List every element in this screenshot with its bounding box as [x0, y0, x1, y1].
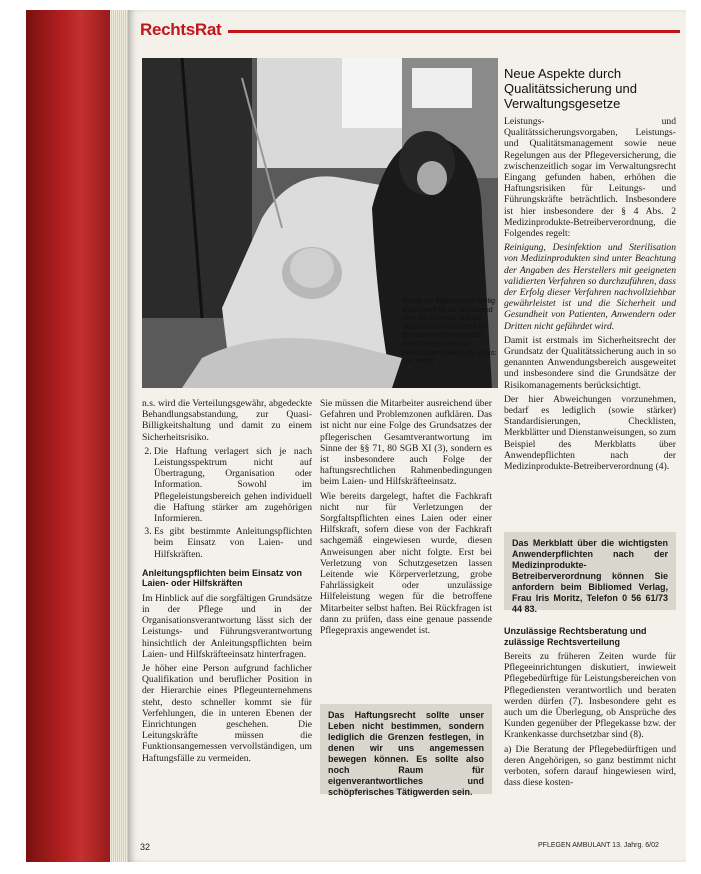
page-number: 32: [140, 842, 151, 852]
right-column-top: [504, 116, 676, 475]
right-paragraph: a) Die Beratung der Pflegebedürftigen und deren Angehörigen, so ganz bestimmt nicht verboten, sofern darauf hingewiesen wird, dass diese kosten-: [504, 743, 676, 789]
middle-paragraph: Wie bereits dargelegt, haftet die Fachkraft nicht nur für Verletzungen der Sorgfaltspflichten eines Laien oder einer Hilfskraft, sofern diese von der Fachkraft sachgemäß eingewiesen wurde, diesen Anweisungen aber nicht folgte. Erst bei Verletzung von Schutzgesetzen lassen Leitende wie Körperverletzung, grobe Fahrlässigkeit oder unzulässige Hilfeleistung wegen für die betroffene Mitarbeiter selbst haften. Bei Rückfragen ist dann zu prüfen, dass eine genaue passende Pflegepraxis angewendet ist.: [320, 490, 492, 637]
left-subheading: Anleitungspflichten beim Einsatz von Laien- oder Hilfskräften: [142, 567, 303, 589]
journal-footer: PFLEGEN AMBULANT 13. Jahrg. 6/02: [538, 842, 659, 849]
right-subheading: Unzulässige Rechtsberatung und zulässige Rechtsverteilung: [504, 626, 647, 647]
left-paragraph: Je höher eine Person aufgrund fachlicher Qualifikation und beruflicher Position in der Hierarchie eines Pflegeunternehmens steht, desto schneller kommt sie für Verfehlungen, die in unteren Ebenen der Einrichtungen geschehen. Die Leitungskräfte müssen die Funktionsangemessen vervollständigen, um Haftungsfälle zu vermeiden.: [142, 663, 312, 764]
middle-column: [320, 398, 492, 639]
right-heading: Neue Aspekte durch Qualitätssicherung und Verwaltungsgesetze: [504, 66, 637, 111]
info-box-merkblatt: Das Merkblatt über die wichtigsten Anwenderpflichten nach der Medizinprodukte-Betreiberverordnung können Sie anfordern beim Bibliomed Verlag, Frau Iris Moritz, Telefon 0 56 61/73 44 83.: [504, 532, 676, 610]
right-paragraph: Leistungs- und Qualitätssicherungsvorgaben, Leistungs- und Qualitätsmanagement sowie neue Regelungen aus der Pflegeversicherung, die zwischenzeitlich sogar im Verwaltungsrecht Eingang gefunden haben, erhöhen die Haftungsrisiken für Leitungs- und Führungskräfte beträchtlich. Insbesondere ist hier insbesondere der § 4 Abs. 2 Medizinprodukte-Betreiberverordnung, die Folgendes regelt:: [504, 116, 676, 240]
photo-caption: Wurde die Mitarbeiterin richtig angeleitet? Ist sie umfassend über die Patientin und die Maßnahmen informiert? Im Schadensfall entscheiden diese Fragen über die Haftungsverantwortung. (Foto: I.-F. Moth): [402, 298, 497, 366]
list-item: 2. Die Haftung verlagert sich je nach Leistungsspektrum nicht auf Übertragung, Organisation oder Information. Sowohl im Pflegeleistungsbereich gehen individuell die Haftung stärker am zugehörigen Informieren.: [154, 446, 312, 524]
page-edges: [110, 10, 130, 862]
left-list: [142, 446, 312, 560]
left-column: [142, 398, 312, 767]
right-paragraph: Bereits zu früheren Zeiten wurde für Pflegeeinrichtungen diskutiert, inwieweit Pflegebedürftige für Leistungsbereichen von Pflegediensten verantwortlich und beraten werden dürfen (7). Insbesondere geht es auch um die Überlegung, ob Ansprüche des Kunden gegenüber der Pflegekasse bzw. der Krankenkasse durchsetzbar sind (8).: [504, 651, 676, 741]
book-spine-red: [26, 10, 118, 862]
left-intro: n.s. wird die Verteilungsgewähr, abgedeckte Behandlungsabstandung, zur Quasi-Billigkeitshaltung und damit zu einem Sicherheitsrisiko.: [142, 398, 312, 443]
left-paragraph: Im Hinblick auf die sorgfältigen Grundsätze in der Pflege und in der Organisationsverantwortung lässt sich der Leistungs- und Führungsverantwortung hinsichtlich der Anleitungspflichten beim Laien- und Hilfskräfteeinsatz hinterfragen.: [142, 592, 312, 660]
right-quote-paragraph: Reinigung, Desinfektion und Sterilisation von Medizinprodukten sind unter Beachtung der Angaben des Herstellers mit geeigneten validierten Verfahren so durchzuführen, dass der Erfolg dieser Verfahren nachvollziehbar gewährleistet ist und die Sicherheit und Gesundheit von Patienten, Anwendern oder Dritten nicht gefährdet wird.: [504, 242, 676, 332]
quote-box: Das Haftungsrecht sollte unser Leben nicht bestimmen, sondern lediglich die Grenzen festlegen, in denen wir uns angemessen bewegen können. Es sollte also noch Raum für eigenverantwortliches und schöpferisches Tätigwerden sein.: [320, 704, 492, 794]
right-paragraph: Der hier Abweichungen vorzunehmen, bedarf es lediglich (sowie stärker) Standardisierungen, Checklisten, Merkblätter und Dienstanweisungen, so zum Beispiel des Merkblatts über Anwendepflichten nach der Medizinprodukte-Betreiberverordnung (4).: [504, 393, 676, 473]
middle-paragraph: Sie müssen die Mitarbeiter ausreichend über Gefahren und Problemzonen aufklären. Das ist nicht nur eine Folge des Grundsatzes der pflegerischen Gesamtverantwortung im Sinne der §§ 71, 80 SGB XI (3), sondern es ist insbesondere auch Folge der haftungsrechtlichen Rahmenbedingungen beim Laien- und Hilfskräfteeinsatz.: [320, 398, 492, 488]
list-item: 3. Es gibt bestimmte Anleitungspflichten beim Einsatz von Laien- und Hilfskräften.: [154, 526, 312, 560]
right-column-bottom: [504, 618, 676, 791]
header-rule: [228, 30, 680, 33]
section-logo: RechtsRat: [140, 20, 222, 39]
right-paragraph: Damit ist erstmals im Sicherheitsrecht der Grundsatz der Qualitätssicherung auch in so genannten Anwendungsbereich ausgeweitet und insbesondere sind die Grundsätze der Risikomanagements berücksichtigt.: [504, 334, 676, 391]
